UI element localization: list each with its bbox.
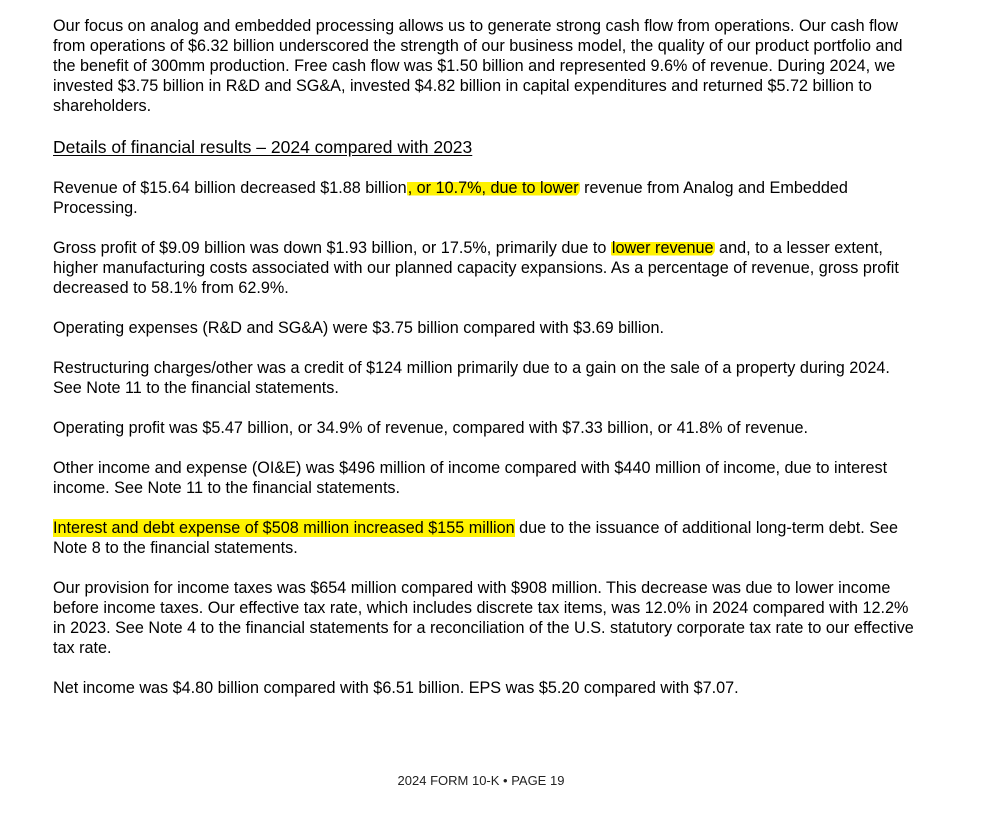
intro-paragraph: Our focus on analog and embedded processing allows us to generate strong cash flow from operations. Our cash flow from operations of $6.32 billion underscored the strength of our business model, the quality of our product portfolio and the benefit of 300mm production. Free cash flow was $1.50 billion and represented 9.6% of revenue. During 2024, we invested $3.75 billion in R&D and SG&A, invested $4.82 billion in capital expenditures and returned $5.72 billion to shareholders.	[53, 17, 903, 115]
gross-profit-text-before: Gross profit of $9.09 billion was down $1.93 billion, or 17.5%, primarily due to	[53, 239, 611, 257]
revenue-text-after: revenue from Analog and Embedded Processing.	[53, 179, 848, 217]
revenue-text-before: Revenue of $15.64 billion decreased $1.88 billion	[53, 179, 407, 197]
net-income-paragraph: Net income was $4.80 billion compared with $6.51 billion. EPS was $5.20 compared with $7.07.	[53, 679, 739, 697]
gross-profit-text-after: and, to a lesser extent, higher manufacturing costs associated with our planned capacity expansions. As a percentage of revenue, gross profit decreased to 58.1% from 62.9%.	[53, 239, 899, 297]
interest-highlight: Interest and debt expense of $508 million increased $155 million	[53, 519, 515, 537]
section-heading: Details of financial results – 2024 compared with 2023	[53, 137, 473, 157]
operating-profit-paragraph: Operating profit was $5.47 billion, or 34.9% of revenue, compared with $7.33 billion, or 41.8% of revenue.	[53, 419, 808, 437]
revenue-highlight: , or 10.7%, due to lower	[407, 179, 579, 197]
gross-profit-highlight: lower revenue	[611, 239, 714, 257]
restructuring-paragraph: Restructuring charges/other was a credit of $124 million primarily due to a gain on the sale of a property during 2024. See Note 11 to the financial statements.	[53, 359, 890, 397]
interest-paragraph	[53, 518, 923, 558]
operating-expenses-paragraph: Operating expenses (R&D and SG&A) were $3.75 billion compared with $3.69 billion.	[53, 319, 664, 337]
other-income-paragraph: Other income and expense (OI&E) was $496 million of income compared with $440 million of income, due to interest income. See Note 11 to the financial statements.	[53, 459, 888, 497]
document-body	[53, 16, 923, 718]
revenue-paragraph	[53, 178, 923, 218]
gross-profit-paragraph	[53, 238, 923, 298]
page-footer: 2024 FORM 10-K • PAGE 19	[397, 773, 565, 788]
interest-text-after: due to the issuance of additional long-term debt. See Note 8 to the financial statements.	[53, 519, 898, 557]
income-taxes-paragraph: Our provision for income taxes was $654 million compared with $908 million. This decrease was due to lower income before income taxes. Our effective tax rate, which includes discrete tax items, was 12.0% in 2024 compared with 12.2% in 2023. See Note 4 to the financial statements for a reconciliation of the U.S. statutory corporate tax rate to our effective tax rate.	[53, 579, 914, 657]
